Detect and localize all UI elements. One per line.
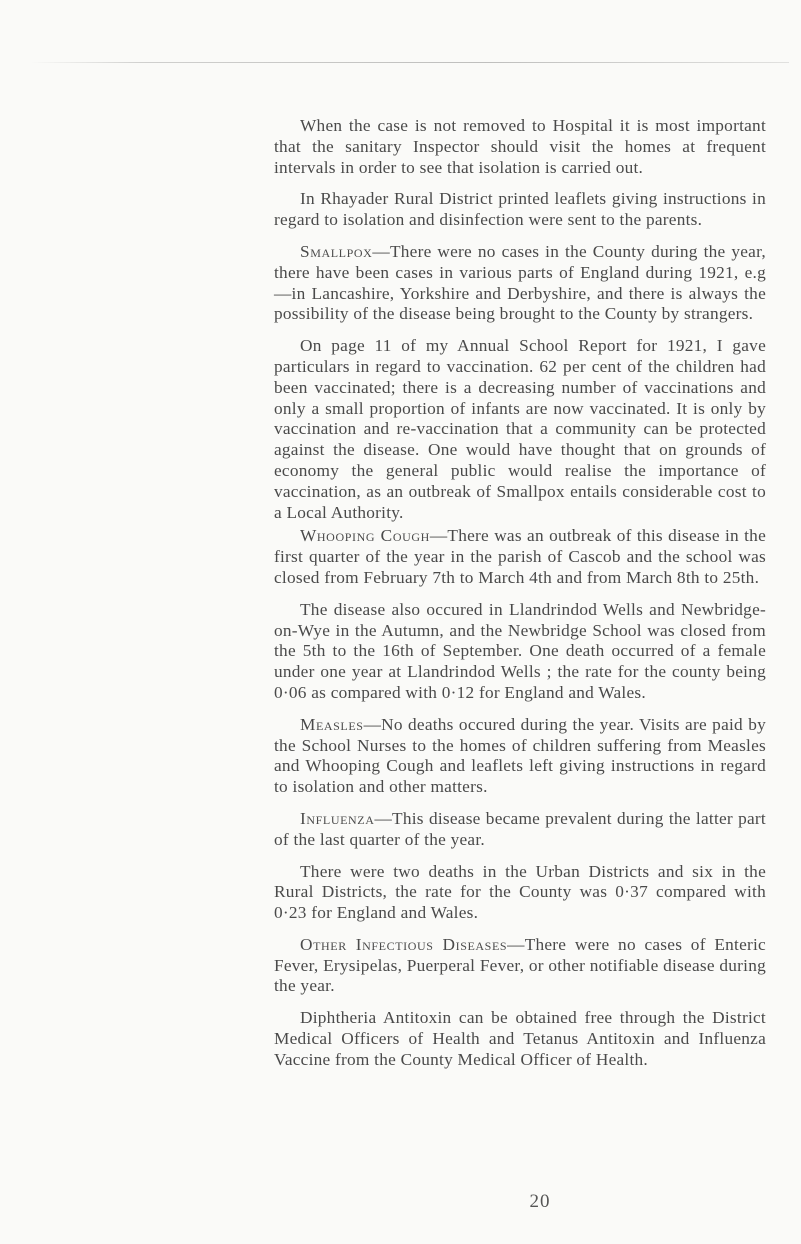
- section-heading-smallpox: Smallpox: [300, 241, 373, 261]
- paragraph-body: When the case is not removed to Hospital it is most important that the sanitary Inspector should visit the homes at frequent intervals in order to see that isolation is carried out.: [274, 116, 766, 177]
- paragraph-body: —There was an outbreak of this disease in the first quarter of the year in the parish of Cascob and the school was closed from February 7th to March 4th and from March 8th to 25th.: [274, 526, 766, 587]
- paragraph-body: —This disease became prevalent during the latter part of the last quarter of the year.: [274, 808, 766, 849]
- paragraph-body: The disease also occured in Llandrindod Wells and Newbridge-on-Wye in the Autumn, and the Newbridge School was closed from the 5th to the 16th of September. One death occurred of a female under one year at Llandrindod Wells ; the rate for the county being 0·06 as compared with 0·12 for England and Wales.: [274, 599, 766, 702]
- section-heading-influenza: Influenza: [300, 808, 375, 828]
- paragraph-measles: [274, 715, 766, 798]
- paragraph-smallpox: [274, 242, 766, 325]
- paragraph-hospital-isolation: [274, 116, 766, 178]
- page-body-text: [274, 116, 766, 1082]
- page-number: 20: [529, 1191, 551, 1212]
- paragraph-body: Diphtheria Antitoxin can be obtained free through the District Medical Officers of Health and Tetanus Antitoxin and Influenza Vaccine from the County Medical Officer of Health.: [274, 1008, 766, 1069]
- paragraph-whooping-cough: [274, 526, 766, 588]
- paragraph-influenza-deaths: [274, 862, 766, 924]
- paragraph-llandrindod-outbreak: [274, 600, 766, 704]
- paragraph-body: —No deaths occured during the year. Visits are paid by the School Nurses to the homes of children suffering from Measles and Whooping Cough and leaflets left giving instructions in regard to isolation and other matters.: [274, 714, 766, 797]
- paragraph-antitoxin: [274, 1008, 766, 1070]
- paragraph-influenza: [274, 809, 766, 851]
- section-heading-whooping-cough: Whooping Cough: [300, 526, 430, 546]
- paragraph-body: There were two deaths in the Urban Districts and six in the Rural Districts, the rate for the County was 0·37 compared with 0·23 for England and Wales.: [274, 861, 766, 923]
- section-heading-other-infectious-diseases: Other Infectious Diseases: [300, 934, 508, 954]
- paragraph-body: In Rhayader Rural District printed leaflets giving instructions in regard to isolation and disinfection were sent to the parents.: [274, 189, 766, 230]
- paragraph-rhayader-leaflets: [274, 189, 766, 231]
- paragraph-body: —There were no cases of Enteric Fever, Erysipelas, Puerperal Fever, or other notifiable disease during the year.: [274, 934, 766, 996]
- paragraph-other-infectious-diseases: [274, 935, 766, 997]
- paragraph-vaccination: [274, 336, 766, 523]
- top-edge-rule: [30, 62, 789, 63]
- paragraph-body: On page 11 of my Annual School Report for 1921, I gave particulars in regard to vaccination. 62 per cent of the children had been vaccinated; there is a decreasing number of vaccinations and only a small proportion of infants are now vaccinated. It is only by vaccination and re-vaccination that a community can be protected against the disease. One would have thought that on grounds of economy the general public would realise the importance of vaccination, as an outbreak of Smallpox entails considerable cost to a Local Authority.: [274, 336, 766, 522]
- section-heading-measles: Measles: [300, 714, 364, 734]
- paragraph-body: —There were no cases in the County during the year, there have been cases in various parts of England during 1921, e.g—in Lancashire, Yorkshire and Derbyshire, and there is always the possibility of the disease being brought to the County by strangers.: [274, 241, 766, 324]
